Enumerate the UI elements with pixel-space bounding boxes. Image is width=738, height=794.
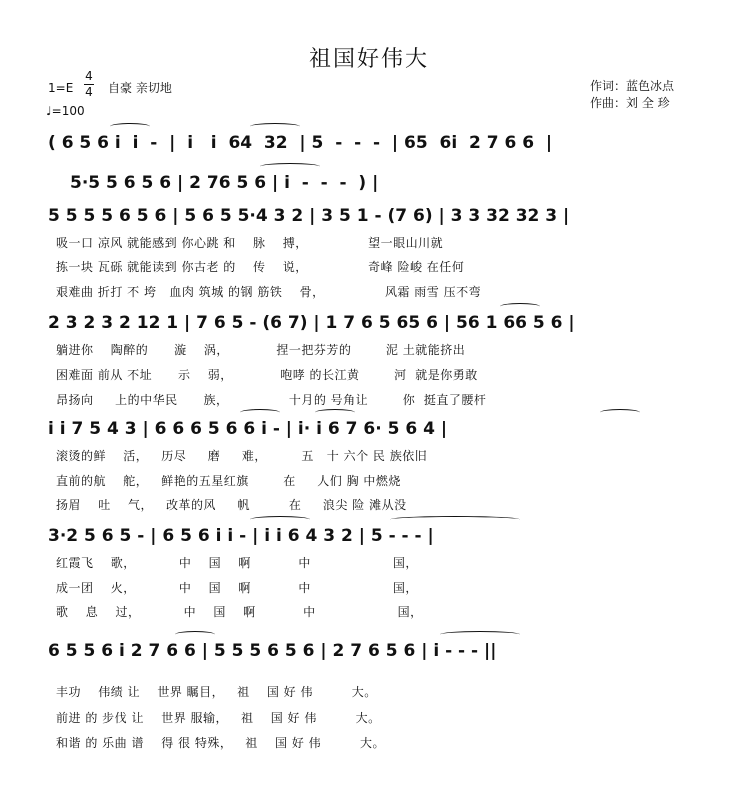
- lyrics-row-4-verse-1: 躺进你 陶醉的 漩 涡， 捏一把芬芳的 泥 土就能挤出: [56, 343, 466, 357]
- time-sig-bottom: 4: [85, 85, 93, 99]
- notation-row-3: 5 5 5 5 6 5 6 | 5 6 5 5·4 3 2 | 3 5 1 - (7 6) | 3 3 32 32 3 |: [48, 206, 570, 226]
- slur-mark: [110, 123, 150, 130]
- lyrics-row-7-verse-2: 前进 的 步伐 让 世界 服输， 祖 国 好 伟 大。: [56, 711, 381, 725]
- song-title: 祖国好伟大: [308, 47, 429, 72]
- lyrics-row-3-verse-1: 吸一口 凉风 就能感到 你心跳 和 脉 搏， 望一眼山川就: [56, 236, 444, 250]
- slur-mark: [390, 516, 520, 523]
- key-signature: 1=E: [48, 81, 74, 95]
- notation-row-7: 6 5 5 6 i 2 7 6 6 | 5 5 5 6 5 6 | 2 7 6 5 6 | i - - - ||: [48, 641, 497, 661]
- slur-mark: [240, 409, 280, 416]
- credits: [590, 78, 674, 112]
- slur-mark: [440, 631, 520, 638]
- slur-mark: [600, 409, 640, 416]
- notation-row-6: 3·2 5 6 5 - | 6 5 6 i i - | i i 6 4 3 2 | 5 - - - |: [48, 526, 434, 546]
- lyrics-row-3-verse-3: 艰难曲 折打 不 垮 血肉 筑城 的钢 筋铁 骨， 风霜 雨雪 压不弯: [56, 285, 482, 299]
- slur-mark: [250, 516, 310, 523]
- lyrics-row-7-verse-1: 丰功 伟绩 让 世界 瞩目， 祖 国 好 伟 大。: [56, 685, 377, 699]
- lyrics-row-5-verse-1: 滚烫的鲜 活， 历尽 磨 难， 五 十 六个 民 族依旧: [56, 449, 428, 463]
- notation-row-4: 2 3 2 3 2 12 1 | 7 6 5 - (6 7) | 1 7 6 5 65 6 | 56 1 66 5 6 |: [48, 313, 575, 333]
- lyrics-row-6-verse-1: 红霞飞 歌， 中 国 啊 中 国，: [56, 556, 418, 570]
- lyrics-row-7-verse-3: 和谐 的 乐曲 谱 得 很 特殊， 祖 国 好 伟 大。: [56, 736, 385, 750]
- time-signature: [84, 70, 94, 99]
- slur-mark: [260, 163, 320, 170]
- lyrics-row-4-verse-2: 困难面 前从 不址 示 弱， 咆哮 的长江黄 河 就是你勇敢: [56, 368, 478, 382]
- notation-row-1: ( 6 5 6 i i - | i i 64 32 | 5 - - - | 65 6i 2 7 6 6 |: [48, 133, 553, 153]
- lyrics-row-4-verse-3: 昂扬向 上的中华民 族， 十月的 号角让 你 挺直了腰杆: [56, 393, 487, 407]
- tempo-mark: ♩=100: [46, 104, 85, 118]
- slur-mark: [175, 631, 215, 638]
- slur-mark: [500, 303, 540, 310]
- time-sig-top: 4: [85, 69, 93, 83]
- slur-mark: [315, 409, 355, 416]
- performance-mood: 自豪 亲切地: [108, 81, 172, 95]
- lyrics-row-6-verse-3: 歌 息 过， 中 国 啊 中 国，: [56, 605, 423, 619]
- notation-row-5: i i 7 5 4 3 | 6 6 6 5 6 6 i - | i· i 6 7 6· 5 6 4 |: [48, 419, 448, 439]
- lyrics-row-5-verse-3: 扬眉 吐 气， 改革的风 帆 在 浪尖 险 滩从没: [56, 498, 407, 512]
- composer: 作曲：刘 全 珍: [590, 96, 670, 110]
- lyricist: 作词：蓝色冰点: [590, 79, 675, 93]
- lyrics-row-6-verse-2: 成一团 火， 中 国 啊 中 国，: [56, 581, 418, 595]
- slur-mark: [250, 123, 300, 130]
- lyrics-row-3-verse-2: 拣一块 瓦砾 就能读到 你古老 的 传 说， 奇峰 险峻 在任何: [56, 260, 465, 274]
- notation-row-2: 5·5 5 6 5 6 | 2 76 5 6 | i - - - ) |: [70, 173, 379, 193]
- lyrics-row-5-verse-2: 直前的航 舵， 鲜艳的五星红旗 在 人们 胸 中燃烧: [56, 474, 401, 488]
